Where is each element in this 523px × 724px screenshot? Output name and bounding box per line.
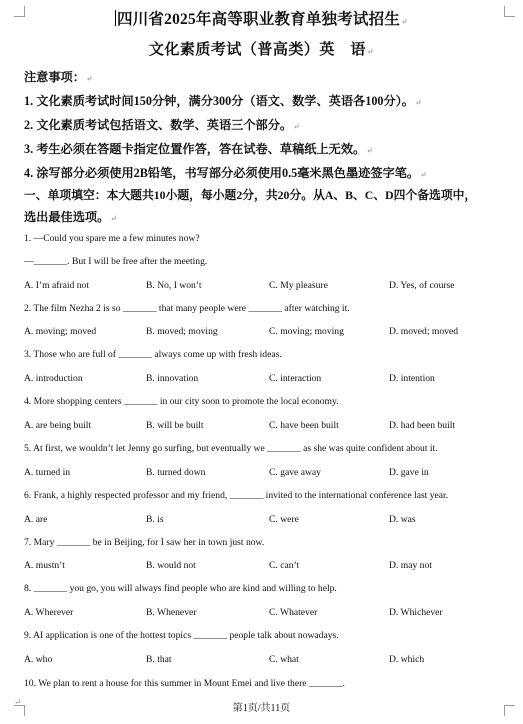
answer-option: D. intention <box>389 373 435 384</box>
answer-option: A. introduction <box>24 373 83 384</box>
paragraph-mark: ↵ <box>85 74 93 83</box>
answer-option: B. that <box>146 654 172 665</box>
note-item-text: 3. 考生必须在答题卡指定位置作答，答在试卷、草稿纸上无效。 <box>24 142 366 156</box>
question-stem: 2. The film Nezha 2 is so _______ that many people were _______ after watching it. <box>24 303 350 314</box>
answer-option: B. is <box>146 514 164 525</box>
exam-title <box>0 7 523 29</box>
notes-heading-text: 注意事项： <box>24 70 85 84</box>
answer-option: D. Whichever <box>389 607 443 618</box>
answer-option: C. My pleasure <box>269 280 328 291</box>
answer-option: A. I’m afraid not <box>24 280 90 291</box>
answer-option: D. had been built <box>389 420 456 431</box>
answer-option: C. what <box>269 654 299 665</box>
answer-option: B. turned down <box>146 467 206 478</box>
question-stem: 3. Those who are full of _______ always come up with fresh ideas. <box>24 349 282 360</box>
question-stem: 5. At first, we wouldn’t let Jenny go surfing, but eventually we _______ as she was quite confident about it. <box>24 443 438 454</box>
answer-option: C. have been built <box>269 420 339 431</box>
answer-option: A. turned in <box>24 467 71 478</box>
answer-option: D. Yes, of course <box>389 280 455 291</box>
answer-option: A. who <box>24 654 53 665</box>
answer-option: D. gave in <box>389 467 429 478</box>
note-item-text: 1. 文化素质考试时间150分钟，满分300分（语文、数学、英语各100分）。 <box>24 94 414 108</box>
answer-option: B. will be built <box>146 420 204 431</box>
note-item-text: 2. 文化素质考试包括语文、数学、英语三个部分。 <box>24 118 293 132</box>
paragraph-mark: ↵ <box>415 98 422 107</box>
paragraph-mark-footer: ↵ <box>14 697 22 707</box>
answer-option: B. No, I won’t <box>146 280 202 291</box>
question-stem-line2: —_______. But I will be free after the meeting. <box>24 256 208 267</box>
section-heading-line2 <box>24 208 117 225</box>
answer-option: B. moved; moving <box>146 326 218 337</box>
answer-option: C. interaction <box>269 373 322 384</box>
exam-title-text: 四川省2025年高等职业教育单独考试招生 <box>117 11 401 28</box>
question-stem: 10. We plan to rent a house for this summer in Mount Emei and live there _______. <box>24 678 345 689</box>
question-stem: 6. Frank, a highly respected professor and my friend, _______ invited to the international conference last year. <box>24 490 449 501</box>
section-heading <box>24 186 476 203</box>
answer-option: B. Whenever <box>146 607 197 618</box>
section-heading-text: 一、单项填空：本大题共10小题，每小题2分，共20分。从A、B、C、D四个备选项中， <box>24 188 477 202</box>
paragraph-mark: ↵ <box>293 122 300 131</box>
answer-option: B. would not <box>146 560 196 571</box>
question-stem: 9. AI application is one of the hottest topics _______ people talk about nowadays. <box>24 630 339 641</box>
text-cursor <box>115 10 116 26</box>
answer-option: D. may not <box>389 560 432 571</box>
notes-heading <box>24 68 93 85</box>
answer-option: D. moved; moved <box>389 326 459 337</box>
note-item <box>24 164 427 181</box>
paragraph-mark: ↵ <box>366 146 373 155</box>
section-heading-text: 选出最佳选项。 <box>24 210 110 224</box>
note-item <box>24 116 300 133</box>
answer-option: C. can’t <box>269 560 300 571</box>
answer-option: D. was <box>389 514 416 525</box>
page-number <box>0 699 523 714</box>
exam-subtitle-text: 文化素质考试（普高类）英 语 <box>148 42 366 58</box>
answer-option: A. are being built <box>24 420 92 431</box>
answer-option: C. Whatever <box>269 607 318 618</box>
paragraph-mark: ↵ <box>401 17 408 26</box>
question-stem: 8. _______ you go, you will always find people who are kind and willing to help. <box>24 583 337 594</box>
answer-option: A. mustn’t <box>24 560 65 571</box>
question-stem: 1. —Could you spare me a few minutes now? <box>24 233 200 244</box>
note-item <box>24 92 422 109</box>
note-item <box>24 140 373 157</box>
answer-option: C. moving; moving <box>269 326 344 337</box>
question-stem: 4. More shopping centers _______ in our city soon to promote the local economy. <box>24 396 339 407</box>
answer-option: B. innovation <box>146 373 199 384</box>
answer-option: A. moving; moved <box>24 326 97 337</box>
answer-option: D. which <box>389 654 425 665</box>
answer-option: C. were <box>269 514 299 525</box>
answer-option: A. are <box>24 514 48 525</box>
exam-subtitle <box>0 38 523 59</box>
paragraph-mark: ↵ <box>110 214 118 223</box>
answer-option: C. gave away <box>269 467 321 478</box>
note-item-text: 4. 涂写部分必须使用2B铅笔，书写部分必须使用0.5毫米黑色墨迹签字笔。 <box>24 166 420 180</box>
paragraph-mark: ↵ <box>420 170 427 179</box>
question-stem: 7. Mary _______ be in Beijing, for I saw her in town just now. <box>24 537 265 548</box>
paragraph-mark: ↵ <box>366 47 375 56</box>
answer-option: A. Wherever <box>24 607 74 618</box>
page-number-text: 第1页/共11页 <box>232 703 291 714</box>
